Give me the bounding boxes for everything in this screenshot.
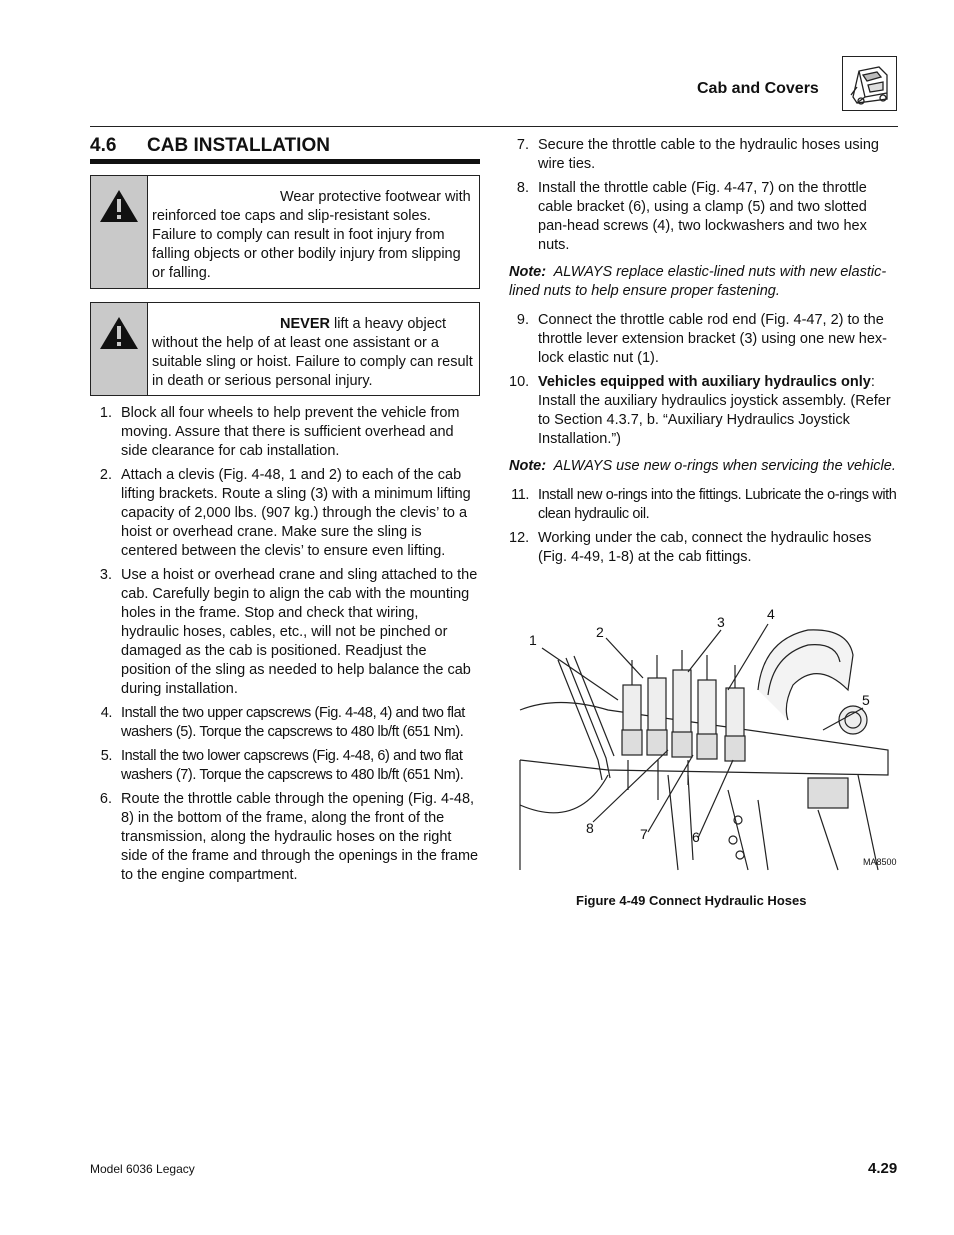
page-number: 4.29	[868, 1160, 898, 1177]
list-item	[92, 566, 480, 699]
step-number: 4.	[100, 705, 112, 721]
step-number: 8.	[516, 180, 529, 196]
figure-label: 4	[767, 606, 775, 622]
figure-label: 7	[640, 826, 648, 842]
step-number: 11.	[511, 487, 529, 503]
figure-label: 8	[586, 820, 594, 836]
step-number: 9.	[516, 312, 529, 328]
list-item	[92, 704, 480, 742]
figure-label: 1	[529, 632, 537, 648]
warning-icon	[98, 188, 140, 224]
left-column	[92, 404, 480, 890]
list-item	[92, 404, 480, 461]
step-number: 7.	[516, 137, 529, 153]
warning-text	[148, 303, 479, 395]
steps-list-left	[92, 404, 480, 885]
header-rule	[90, 126, 898, 127]
step-number: 10.	[509, 374, 530, 390]
note-o-rings	[509, 457, 898, 476]
warning-body: lift a heavy object without the help of at least one assistant or a suitable sling or hoist. Failure to comply can result in death or serious personal injury.	[152, 316, 473, 389]
figure-label: 6	[692, 829, 700, 845]
step-text: Secure the throttle cable to the hydraulic hoses using wire ties.	[538, 137, 879, 172]
step-text	[538, 374, 891, 447]
figure-label: 3	[717, 614, 725, 630]
step-text: Install new o-rings into the fittings. Lubricate the o-rings with clean hydraulic oil.	[538, 487, 897, 522]
step-text: Route the throttle cable through the opening (Fig. 4-48, 8) in the bottom of the frame, along the front of the transmission, along the hydraulic hoses on the right side of the frame and through the openings in the frame to the engine compartment.	[121, 791, 479, 883]
figure-label: 5	[862, 692, 870, 708]
step-text: Install the two upper capscrews (Fig. 4-48, 4) and two flat washers (5). Torque the capscrews to 480 lb/ft (651 Nm).	[121, 705, 465, 740]
list-item	[509, 311, 898, 368]
hydraulic-hoses-drawing	[518, 600, 900, 880]
list-item	[509, 486, 898, 524]
section-number: 4.6	[90, 135, 117, 156]
list-item	[509, 136, 898, 174]
step-text: Use a hoist or overhead crane and sling attached to the cab. Carefully begin to align the cab with the mounting holes in the frame. Stop and check that wiring, hydraulic hoses, cables, etc., will not be pinched or damaged as the cab is positioned. Readjust the position of the sling as needed to help balance the cab during installation.	[121, 567, 478, 697]
warning-box-footwear	[90, 175, 480, 289]
note-label: Note:	[509, 264, 547, 280]
section-rule	[90, 159, 480, 164]
warning-strong: NEVER	[280, 316, 330, 332]
steps-list-right-c	[509, 486, 898, 567]
step-number: 1.	[99, 405, 112, 421]
note-label: Note:	[509, 458, 547, 474]
step-number: 6.	[99, 791, 112, 807]
step-text: Block all four wheels to help prevent the vehicle from moving. Assure that there is sufficient overhead and side clearance for cab installation.	[121, 405, 460, 459]
list-item	[509, 373, 898, 449]
list-item	[92, 466, 480, 561]
list-item	[92, 790, 480, 885]
note-elastic-nuts	[509, 263, 898, 301]
warning-body: Wear protective footwear with reinforced toe caps and slip-resistant soles. Failure to comply can result in foot injury from falling objects or other bodily injury from slipping or falling.	[152, 189, 471, 281]
note-text: ALWAYS use new o-rings when servicing the vehicle.	[553, 458, 896, 474]
cab-icon	[842, 56, 897, 111]
figure-code: MA8500	[863, 857, 897, 867]
warning-box-lifting	[90, 302, 480, 396]
header-title: Cab and Covers	[697, 80, 819, 97]
right-column	[509, 136, 898, 572]
warning-text	[148, 176, 479, 288]
step-number: 12.	[509, 530, 530, 546]
hydraulic-hoses-figure	[518, 600, 900, 880]
step-rest: : Install the auxiliary hydraulics joystick assembly. (Refer to Section 4.3.7, b. “Auxiliary Hydraulics Joystick Installation.”)	[538, 374, 891, 447]
figure-caption: Figure 4-49 Connect Hydraulic Hoses	[576, 893, 807, 908]
footer-model: Model 6036 Legacy	[90, 1162, 195, 1176]
note-text: ALWAYS replace elastic-lined nuts with new elastic-lined nuts to help ensure proper fastening.	[509, 264, 887, 299]
step-text: Install the two lower capscrews (Fig. 4-48, 6) and two flat washers (7). Torque the capscrews to 480 lb/ft (651 Nm).	[121, 748, 464, 783]
warning-icon	[98, 315, 140, 351]
steps-list-right-b	[509, 311, 898, 449]
steps-list-right-a	[509, 136, 898, 255]
warning-side-panel	[91, 176, 148, 288]
list-item	[92, 747, 480, 785]
step-number: 3.	[99, 567, 112, 583]
figure-label: 2	[596, 624, 604, 640]
step-number: 2.	[99, 467, 112, 483]
section-heading: CAB INSTALLATION	[147, 135, 330, 156]
step-number: 5.	[100, 748, 112, 764]
list-item	[509, 179, 898, 255]
step-strong: Vehicles equipped with auxiliary hydraulics only	[538, 374, 871, 390]
list-item	[509, 529, 898, 567]
step-text: Working under the cab, connect the hydraulic hoses (Fig. 4-49, 1-8) at the cab fittings.	[538, 530, 872, 565]
section-title	[90, 135, 330, 157]
step-text: Attach a clevis (Fig. 4-48, 1 and 2) to each of the cab lifting brackets. Route a sling (3) with a minimum lifting capacity of 2,000 lbs. (907 kg.) through the clevis’ to a hoist or overhead crane. Make sure the sling is centered between the clevis’ to ensure even lifting.	[121, 467, 471, 559]
step-text: Connect the throttle cable rod end (Fig. 4-47, 2) to the throttle lever extension bracket (3) using one new hex-lock elastic nut (1).	[538, 312, 887, 366]
step-text: Install the throttle cable (Fig. 4-47, 7) on the throttle cable bracket (6), using a clamp (5) and two slotted pan-head screws (4), two lockwashers and two hex nuts.	[538, 180, 867, 253]
warning-side-panel	[91, 303, 148, 395]
